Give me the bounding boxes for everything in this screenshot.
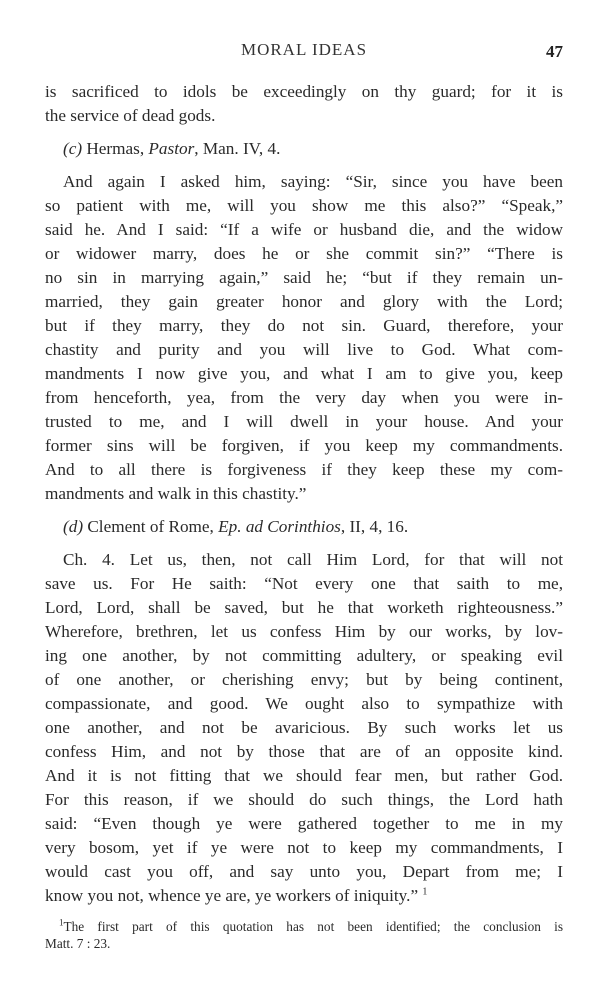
text-line: of one another, or cherishing envy; but by being continent, — [45, 670, 563, 689]
text-line: from henceforth, yea, from the very day when you were in- — [45, 388, 563, 407]
text-line: chastity and purity and you will live to God. What com- — [45, 340, 563, 359]
text-line: confess Him, and not by those that are of an opposite kind. — [45, 742, 563, 761]
footnote — [45, 918, 563, 952]
text-line: Wherefore, brethren, let us confess Him by our works, by lov- — [45, 622, 563, 641]
text-line: but if they marry, they do not sin. Guard, therefore, your — [45, 316, 563, 335]
text-line: very bosom, yet if ye were not to keep my commandments, I — [45, 838, 563, 857]
text-line: And it is not fitting that we should fear men, but rather God. — [45, 766, 563, 785]
text-line: married, they gain greater honor and glory with the Lord; — [45, 292, 563, 311]
text-line: compassionate, and good. We ought also to sympathize with — [45, 694, 563, 713]
section-heading-c — [45, 137, 563, 161]
footnote-reference[interactable]: 1 — [422, 886, 428, 898]
text-line: one another, and not be avaricious. By such works let us — [45, 718, 563, 737]
page-number: 47 — [546, 42, 563, 61]
heading-label: (c) — [63, 139, 83, 158]
text-line: so patient with me, will you show me this also?” “Speak,” — [45, 196, 563, 215]
footnote-line — [45, 918, 563, 935]
section-heading-d — [45, 515, 563, 539]
heading-label: (d) — [63, 517, 84, 536]
text-line: And again I asked him, saying: “Sir, since you have been — [63, 172, 563, 191]
text-line: save us. For He saith: “Not every one that saith to me, — [45, 574, 563, 593]
paragraph-hermas — [45, 170, 563, 506]
footnote-line: Matt. 7 : 23. — [45, 936, 111, 951]
heading-author: Clement of Rome, — [87, 517, 214, 536]
text-line: Ch. 4. Let us, then, not call Him Lord, for that will not — [63, 550, 563, 569]
text-line: Lord, Lord, shall be saved, but he that worketh righteousness.” — [45, 598, 563, 617]
text-line: trusted to me, and I will dwell in your house. And your — [45, 412, 563, 431]
heading-work-title: Ep. ad Corinthios — [218, 517, 341, 536]
text-line: no sin in marrying again,” said he; “but if they remain un- — [45, 268, 563, 287]
text-line: said: “Even though ye were gathered together to me in my — [45, 814, 563, 833]
paragraph-clement — [45, 548, 563, 908]
text-line: mandments and walk in this chastity.” — [45, 484, 307, 503]
text-line: would cast you off, and say unto you, Depart from me; I — [45, 862, 563, 881]
page-body — [45, 80, 563, 952]
text-line — [45, 884, 563, 908]
paragraph-continuation — [45, 80, 563, 128]
text-line: said he. And I said: “If a wife or husband die, and the widow — [45, 220, 563, 239]
text-line: the service of dead gods. — [45, 106, 216, 125]
text-line: mandments I now give you, and what I am to give you, keep — [45, 364, 563, 383]
footnote-mark: 1 — [59, 917, 64, 928]
heading-work-title: Pastor — [148, 139, 195, 158]
text-line-content: know you not, whence ye are, ye workers of iniquity.” — [45, 886, 419, 905]
text-line: And to all there is forgiveness if they keep these my com- — [45, 460, 563, 479]
footnote-text: The first part of this quotation has not been identified; the conclusion is — [63, 919, 563, 934]
text-line: For this reason, if we should do such things, the Lord hath — [45, 790, 563, 809]
heading-reference: , II, 4, 16. — [340, 517, 409, 536]
running-head — [45, 40, 563, 64]
text-line: or widower marry, does he or she commit sin?” “There is — [45, 244, 563, 263]
text-line: ing one another, by not committing adultery, or speaking evil — [45, 646, 563, 665]
text-line: former sins will be forgiven, if you keep my commandments. — [45, 436, 563, 455]
heading-reference: , Man. IV, 4. — [194, 139, 281, 158]
text-line: is sacrificed to idols be exceedingly on thy guard; for it is — [45, 82, 563, 101]
running-title: MORAL IDEAS — [240, 40, 368, 59]
heading-author: Hermas, — [86, 139, 145, 158]
